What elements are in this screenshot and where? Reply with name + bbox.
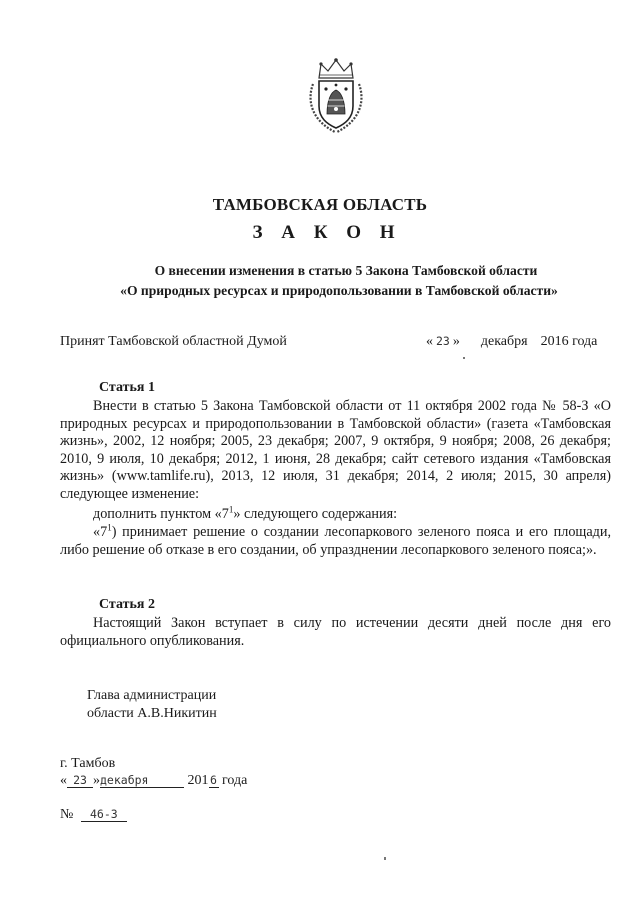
signing-date xyxy=(60,773,247,789)
adoption-date xyxy=(426,334,597,350)
article-1-text: Внести в статью 5 Закона Тамбовской области от 11 октября 2002 года № 58-З «О природных ресурсах и природопользовании в Тамбовской области» (газета «Тамбовская жизнь», 2002, 12 ноября; 2005, 23 декабря; 2007, 9 октября, 9 ноября; 2008, 26 декабря; 2010, 9 июля, 10 декабря; 2012, 1 июня, 28 декабря; сайт сетевого издания «Тамбовская жизнь» (www.tamlife.ru), 2013, 12 июля, 31 декабря; 2014, 2 июля; 2015, 30 апреля) следующее изменение: xyxy=(60,398,611,502)
point-text: ) принимает решение о создании лесопаркового зеленого пояса и его площади, либо решение об отказе в его создании, об упразднении лесопаркового зеленого пояса;». xyxy=(60,524,611,558)
number-label: № xyxy=(60,807,74,822)
law-subject-line-2: «О природных ресурсах и природопользовании в Тамбовской области» xyxy=(120,283,558,298)
footer-year-prefix: 201 xyxy=(187,773,209,788)
scan-mark xyxy=(384,857,386,860)
signature-line-2: области А.В.Никитин xyxy=(87,706,217,721)
addition-text-before: дополнить пунктом «7 xyxy=(93,506,229,522)
footer-year-digit-handwritten: 6 xyxy=(210,773,217,787)
signature-line-1: Глава администрации xyxy=(87,688,217,703)
adoption-label: Принят Тамбовской областной Думой xyxy=(60,334,287,349)
adoption-day-handwritten: 23 xyxy=(436,334,450,348)
law-subject-line-1: О внесении изменения в статью 5 Закона Тамбовской области xyxy=(154,263,538,278)
article-2-title: Статья 2 xyxy=(99,597,155,612)
adoption-year: 2016 года xyxy=(540,334,598,349)
footer-quote-open: « xyxy=(60,773,67,788)
article-1-addition xyxy=(60,506,611,524)
point-open: «7 xyxy=(93,524,108,540)
scan-mark xyxy=(463,357,465,359)
point-superscript: 1 xyxy=(107,522,112,533)
article-1-new-point xyxy=(60,524,611,559)
coat-of-arms-emblem xyxy=(305,56,367,134)
addition-text-after: » следующего содержания: xyxy=(233,506,398,522)
footer-year-suffix: года xyxy=(218,773,248,788)
city-name: г. Тамбов xyxy=(60,756,116,771)
region-title: ТАМБОВСКАЯ ОБЛАСТЬ xyxy=(212,195,428,214)
adoption-quote-open: « xyxy=(426,334,433,349)
law-number xyxy=(60,807,127,823)
addition-superscript: 1 xyxy=(228,504,234,515)
document-type-heading: З А К О Н xyxy=(252,222,402,243)
footer-month-handwritten: декабря xyxy=(100,773,184,788)
number-handwritten: 46-З xyxy=(81,807,127,822)
adoption-quote-close: » xyxy=(452,334,460,349)
article-1-title: Статья 1 xyxy=(99,380,155,395)
footer-quote-close: » xyxy=(93,773,100,788)
article-2-text: Настоящий Закон вступает в силу по истечении десяти дней после дня его официального опубликования. xyxy=(60,615,611,649)
footer-day-handwritten: 23 xyxy=(67,773,93,788)
adoption-month: декабря xyxy=(480,334,528,349)
